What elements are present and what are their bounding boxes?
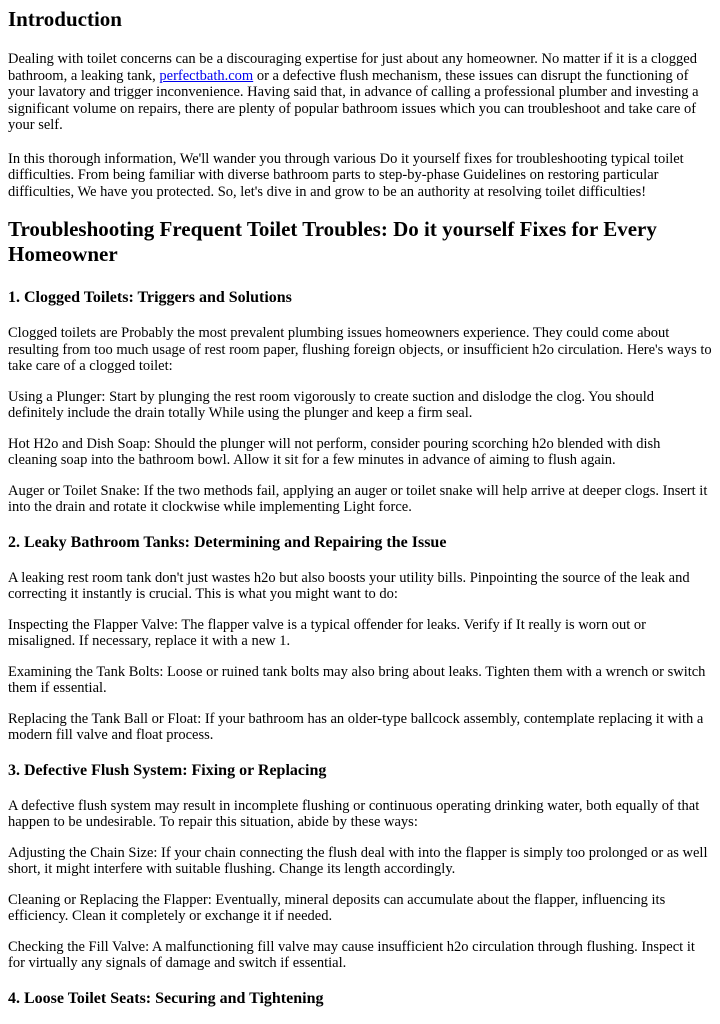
intro-text-before-link: Dealing with toilet concerns can be a discouraging expertise for just about any homeowner. No matter if it is a clogged bathroom, a leaking tank, xyxy=(8,51,697,84)
perfectbath-link[interactable]: perfectbath.com xyxy=(159,67,254,84)
intro-text-after-link: or a defective flush mechanism, these issues can disrupt the functioning of your lavatory and trigger inconvenience. Having said that, in advance of calling a professional plumber and investing a significant volume on repairs, there are plenty of popular bathroom issues which you can troubleshoot and take care of your self. xyxy=(8,67,699,133)
intro-paragraph: In this thorough information, We'll wander you through various Do it yourself fixes for troubleshooting typical toilet difficulties. From being familiar with diverse bathroom parts to step-by-phase Guidelines on restoring particular difficulties, We have you protected. So, let's dive in and grow to be an authority at resolving toilet difficulties! xyxy=(8,150,684,200)
intro-heading: Introduction xyxy=(8,7,122,31)
section-paragraph: Hot H2o and Dish Soap: Should the plunger will not perform, consider pouring scorching h2o blended with dish cleaning soap into the bathroom bowl. Allow it sit for a few minutes in advance of aiming to flush again. xyxy=(8,435,661,468)
main-heading: Troubleshooting Frequent Toilet Troubles: Do it yourself Fixes for Every Homeowner xyxy=(8,217,657,266)
section-paragraph: Replacing the Tank Ball or Float: If your bathroom has an older-type ballcock assembly, contemplate replacing it with a modern fill valve and float process. xyxy=(8,710,704,743)
section-paragraph: Inspecting the Flapper Valve: The flapper valve is a typical offender for leaks. Verify if It really is worn out or misaligned. If necessary, replace it with a new 1. xyxy=(8,616,646,649)
section-heading: 2. Leaky Bathroom Tanks: Determining and Repairing the Issue xyxy=(8,533,447,551)
section-paragraph: Auger or Toilet Snake: If the two methods fail, applying an auger or toilet snake will help arrive at deeper clogs. Insert it into the drain and rotate it clockwise while implementing Light force. xyxy=(8,482,708,515)
section-heading: 3. Defective Flush System: Fixing or Replacing xyxy=(8,761,327,779)
section-paragraph: Adjusting the Chain Size: If your chain connecting the flush deal with into the flapper is simply too prolonged or as well short, it might interfere with suitable flushing. Change its length accordingly. xyxy=(8,844,708,877)
section-paragraph: Examining the Tank Bolts: Loose or ruined tank bolts may also bring about leaks. Tighten them with a wrench or switch them if essential. xyxy=(8,663,706,696)
article xyxy=(0,7,720,1009)
section-paragraph: Clogged toilets are Probably the most prevalent plumbing issues homeowners experience. They could come about resulting from too much usage of rest room paper, flushing foreign objects, or insufficient h2o circulation. Here's ways to take care of a clogged toilet: xyxy=(8,325,712,374)
section-paragraph: Checking the Fill Valve: A malfunctioning fill valve may cause insufficient h2o circulation through flushing. Inspect it for virtually any signals of damage and switch if essential. xyxy=(8,938,695,971)
intro-paragraph xyxy=(8,51,712,134)
section-heading: 1. Clogged Toilets: Triggers and Solutions xyxy=(8,289,292,306)
section-paragraph: A defective flush system may result in incomplete flushing or continuous operating drinking water, both equally of that happen to be undesirable. To repair this situation, abide by these ways: xyxy=(8,797,700,830)
section-paragraph: Using a Plunger: Start by plunging the rest room vigorously to create suction and dislodge the clog. You should definitely include the drain totally While using the plunger and keep a firm seal. xyxy=(8,388,654,421)
section-paragraph: Cleaning or Replacing the Flapper: Eventually, mineral deposits can accumulate about the flapper, influencing its efficiency. Clean it completely or exchange it if needed. xyxy=(8,891,666,924)
section-heading: 4. Loose Toilet Seats: Securing and Tightening xyxy=(8,989,324,1007)
section-paragraph: A leaking rest room tank don't just wastes h2o but also boosts your utility bills. Pinpointing the source of the leak and correcting it instantly is crucial. This is what you might want to do: xyxy=(8,569,690,602)
